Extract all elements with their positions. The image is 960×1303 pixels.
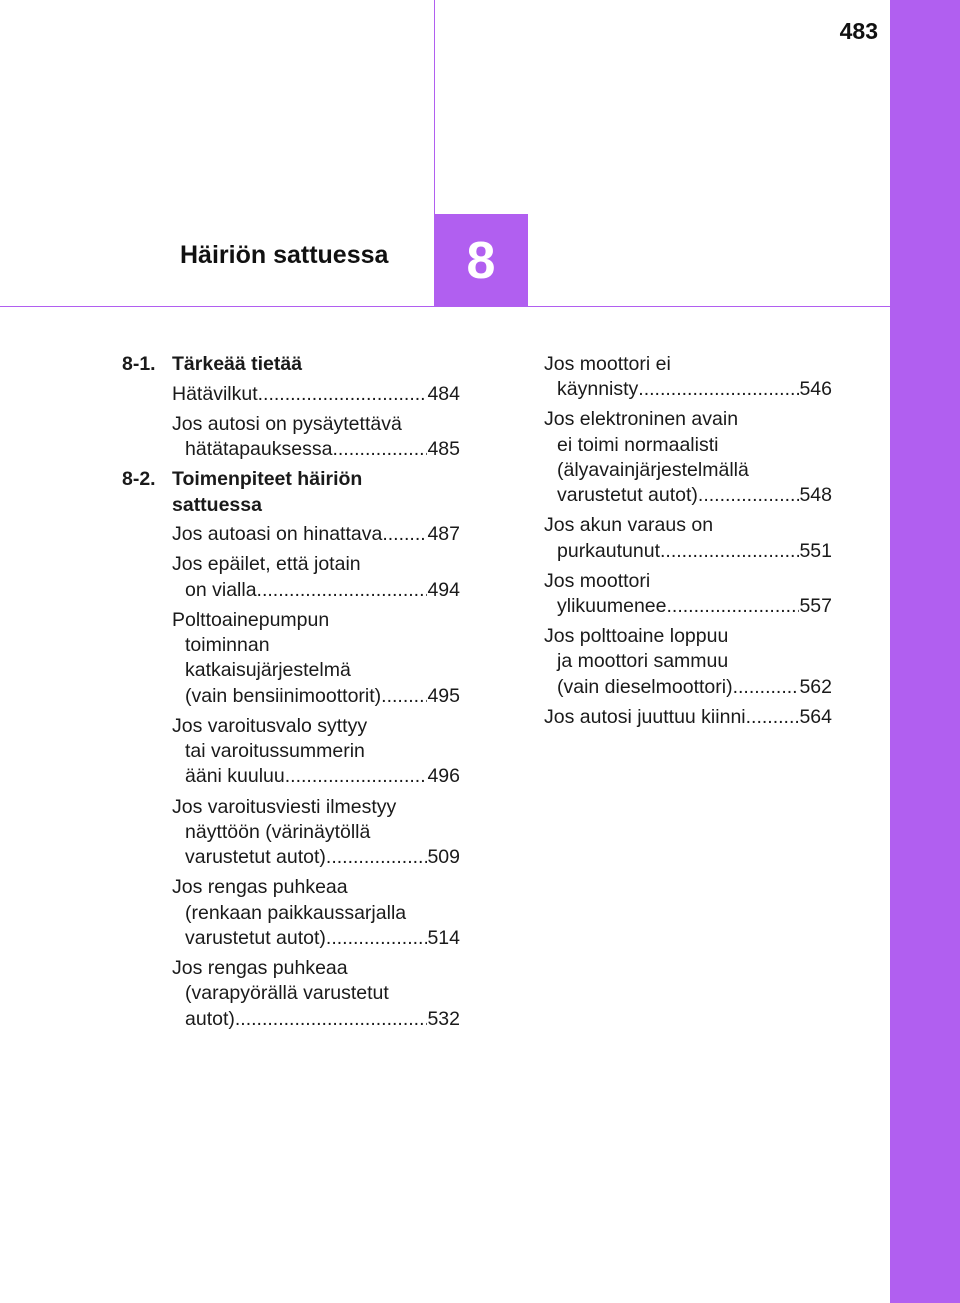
section-number: 8-1. bbox=[122, 353, 156, 375]
dot-leader bbox=[660, 539, 799, 564]
toc-entry-text: (vain dieselmoottori) bbox=[557, 675, 733, 698]
toc-entry-text: Jos epäilet, että jotain bbox=[172, 553, 361, 576]
dot-leader bbox=[381, 684, 427, 709]
toc-entry-last-line bbox=[544, 675, 832, 700]
toc-entry-text: varustetut autot) bbox=[185, 846, 326, 869]
dot-leader bbox=[733, 675, 800, 700]
toc-entry-text: Jos akun varaus on bbox=[544, 514, 714, 537]
toc-entry-text: Polttoainepumpun bbox=[172, 608, 330, 631]
toc-entry-page: 532 bbox=[427, 1007, 460, 1030]
chapter-title: Häiriön sattuessa bbox=[180, 241, 389, 269]
header-vertical-rule bbox=[434, 0, 435, 214]
toc-entry-page: 485 bbox=[427, 438, 460, 461]
toc-entry-text: ääni kuuluu bbox=[185, 765, 285, 788]
toc-entry-page: 548 bbox=[799, 484, 832, 507]
toc-entry-page: 551 bbox=[799, 539, 832, 562]
toc-entry-last-line bbox=[544, 539, 832, 564]
section-title bbox=[172, 352, 460, 377]
toc-entry-last-line bbox=[172, 764, 460, 789]
dot-leader bbox=[332, 437, 427, 462]
toc-entry-text: käynnisty bbox=[557, 378, 639, 401]
dot-leader bbox=[257, 578, 428, 603]
toc-entry-text: Jos autoasi on hinattava bbox=[172, 523, 383, 546]
toc-entry-text: (älyavainjärjestelmällä bbox=[557, 458, 749, 481]
section-title-line: Tärkeää tietää bbox=[172, 353, 303, 375]
toc-entry-page: 557 bbox=[799, 595, 832, 618]
toc-entry-last-line bbox=[544, 705, 832, 730]
dot-leader bbox=[666, 594, 799, 619]
section-title bbox=[172, 467, 460, 518]
toc-entry[interactable] bbox=[172, 714, 460, 790]
toc-entry-page: 546 bbox=[799, 378, 832, 401]
dot-leader bbox=[326, 845, 428, 870]
toc-entry-last-line bbox=[172, 684, 460, 709]
toc-entry-text: toiminnan bbox=[185, 634, 270, 657]
toc-entry-last-line bbox=[544, 483, 832, 508]
toc-entry-last-line bbox=[172, 845, 460, 870]
toc-entry[interactable] bbox=[172, 795, 460, 871]
dot-leader bbox=[638, 377, 799, 402]
dot-leader bbox=[382, 522, 427, 547]
toc-entry-text: Jos polttoaine loppuu bbox=[544, 625, 729, 648]
toc-entry-text: ja moottori sammuu bbox=[557, 650, 729, 673]
toc-entry[interactable] bbox=[544, 705, 832, 730]
toc-entry-text: Jos elektroninen avain bbox=[544, 408, 739, 431]
toc-entry-page: 562 bbox=[799, 675, 832, 698]
toc-entry-text: Jos rengas puhkeaa bbox=[172, 876, 348, 899]
toc-entry-text: hätätapauksessa bbox=[185, 438, 333, 461]
toc-entry-last-line bbox=[172, 382, 460, 407]
toc-entry[interactable] bbox=[544, 407, 832, 508]
toc-entry[interactable] bbox=[172, 956, 460, 1032]
section-title-line: sattuessa bbox=[172, 493, 262, 516]
dot-leader bbox=[326, 926, 428, 951]
toc-entry-last-line bbox=[172, 1007, 460, 1032]
toc-entry-page: 496 bbox=[427, 765, 460, 788]
toc-entry[interactable] bbox=[172, 875, 460, 951]
toc-entry[interactable] bbox=[172, 552, 460, 603]
toc-entry-page: 514 bbox=[427, 926, 460, 949]
toc-entry-page: 509 bbox=[427, 846, 460, 869]
toc-entry-text: (vain bensiinimoottorit) bbox=[185, 684, 382, 707]
toc-entry-text: Jos moottori bbox=[544, 569, 651, 592]
toc-section-heading bbox=[122, 352, 460, 377]
toc-left-column bbox=[122, 352, 460, 1037]
toc-entry-page: 564 bbox=[799, 705, 832, 728]
toc-entry[interactable] bbox=[544, 624, 832, 700]
toc-entry-text: varustetut autot) bbox=[185, 926, 326, 949]
toc-entry-text: katkaisujärjestelmä bbox=[185, 659, 351, 682]
toc-entry-text: on vialla bbox=[185, 578, 257, 601]
toc-entry-text: autot) bbox=[185, 1007, 235, 1030]
toc-entry-page: 484 bbox=[427, 382, 460, 405]
toc-entry-last-line bbox=[544, 377, 832, 402]
toc-entry-last-line bbox=[172, 522, 460, 547]
toc-section-heading bbox=[122, 467, 460, 518]
toc-entry-text: Hätävilkut bbox=[172, 382, 258, 405]
toc-entry-text: tai varoitussummerin bbox=[185, 740, 365, 763]
toc-entry[interactable] bbox=[544, 352, 832, 403]
toc-entry-text: näyttöön (värinäytöllä bbox=[185, 820, 371, 843]
toc-entry[interactable] bbox=[172, 382, 460, 407]
toc-right-column bbox=[544, 352, 832, 735]
toc-entry-last-line bbox=[172, 578, 460, 603]
toc-entry-text: purkautunut bbox=[557, 539, 660, 562]
dot-leader bbox=[285, 764, 428, 789]
toc-entry-text: ylikuumenee bbox=[557, 595, 667, 618]
page-number: 483 bbox=[839, 18, 878, 44]
toc-entry[interactable] bbox=[172, 522, 460, 547]
toc-entry[interactable] bbox=[544, 569, 832, 620]
dot-leader bbox=[746, 705, 800, 730]
toc-entry-text: Jos varoitusvalo syttyy bbox=[172, 714, 368, 737]
toc-entry-text: Jos rengas puhkeaa bbox=[172, 956, 348, 979]
section-number: 8-2. bbox=[122, 468, 156, 491]
dot-leader bbox=[258, 382, 428, 407]
toc-entry-text: (renkaan paikkaussarjalla bbox=[185, 901, 407, 924]
toc-entry-text: varustetut autot) bbox=[557, 484, 698, 507]
toc-entry-text: Jos autosi juuttuu kiinni bbox=[544, 705, 746, 728]
toc-entry[interactable] bbox=[172, 608, 460, 709]
toc-entry-text: (varapyörällä varustetut bbox=[185, 982, 389, 1005]
chapter-side-tab bbox=[890, 0, 960, 1303]
toc-entry-last-line bbox=[172, 926, 460, 951]
toc-entry-text: Jos autosi on pysäytettävä bbox=[172, 412, 402, 435]
toc-entry-last-line bbox=[544, 594, 832, 619]
dot-leader bbox=[235, 1007, 428, 1032]
toc-entry[interactable] bbox=[172, 412, 460, 463]
toc-entry-page: 487 bbox=[427, 523, 460, 546]
toc-entry-page: 495 bbox=[427, 684, 460, 707]
chapter-number-box: 8 bbox=[434, 214, 528, 307]
section-title-line: Toimenpiteet häiriön bbox=[172, 468, 363, 491]
toc-entry-last-line bbox=[172, 437, 460, 462]
dot-leader bbox=[698, 483, 800, 508]
toc-entry-text: ei toimi normaalisti bbox=[557, 433, 719, 456]
toc-entry-page: 494 bbox=[427, 578, 460, 601]
toc-entry[interactable] bbox=[544, 513, 832, 564]
toc-entry-text: Jos varoitusviesti ilmestyy bbox=[172, 795, 397, 818]
toc-entry-text: Jos moottori ei bbox=[544, 353, 671, 375]
